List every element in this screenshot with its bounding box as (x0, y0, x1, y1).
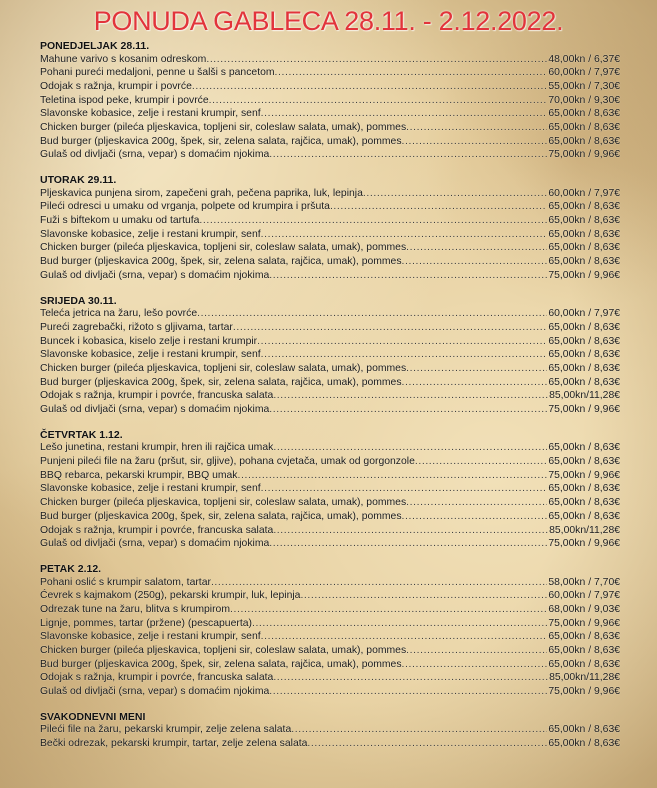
dot-leader (261, 228, 548, 242)
menu-item-name: Pljeskavica punjena sirom, zapečeni grah, pečena paprika, luk, lepinja (40, 187, 363, 199)
menu-item (40, 214, 620, 228)
menu-item (40, 241, 620, 255)
dot-leader (269, 269, 547, 283)
dot-leader (406, 362, 547, 376)
menu-item (40, 685, 620, 699)
dot-leader (273, 671, 548, 685)
menu-item-name: Gulaš od divljači (srna, vepar) s domaćim njokima (40, 404, 270, 415)
dot-leader (209, 94, 548, 108)
menu-item-name: Pileći odresci u umaku od vrganja, polpete od krumpira i pršuta (40, 201, 330, 213)
menu-item (40, 53, 620, 67)
menu-item (40, 403, 620, 417)
menu-item-name: Pohani pureći medaljoni, penne u šalši s pancetom (40, 67, 275, 79)
day-section (40, 563, 620, 699)
menu-item-name: Odojak s ražnja, krumpir i povrće, francuska salata (40, 390, 274, 402)
dot-leader (363, 187, 547, 201)
menu-item-price: 60,00kn / 7,97€ (548, 308, 620, 320)
menu-item (40, 630, 620, 644)
menu-item (40, 135, 620, 149)
dot-leader (192, 80, 547, 94)
menu-item-name: Chicken burger (pileća pljeskavica, topljeni sir, coleslaw salata, umak), pommes (40, 645, 407, 656)
menu-item (40, 121, 620, 135)
menu-item (40, 496, 620, 510)
dot-leader (238, 469, 548, 483)
menu-item-price: 65,00kn / 8,63€ (548, 108, 620, 120)
dot-leader (199, 214, 547, 228)
menu-item-name: Odojak s ražnja, krumpir i povrće, francuska salata (40, 672, 274, 684)
menu-item (40, 589, 620, 603)
menu-item (40, 307, 620, 321)
menu-item-price: 65,00kn / 8,63€ (548, 201, 620, 213)
menu-item (40, 644, 620, 658)
menu-item (40, 469, 620, 483)
dot-leader (261, 107, 548, 121)
menu-item-name: Odojak s ražnja, krumpir i povrće (40, 80, 192, 92)
dot-leader (402, 135, 548, 149)
menu-item (40, 255, 620, 269)
menu-item-name: Odojak s ražnja, krumpir i povrće, francuska salata (40, 524, 274, 536)
menu-item (40, 576, 620, 590)
menu-item-name: Teleća jetrica na žaru, lešo povrće (40, 308, 198, 320)
menu-item-name: Slavonske kobasice, zelje i restani krumpir, senf (40, 108, 261, 120)
dot-leader (206, 53, 547, 67)
menu-item-price: 65,00kn / 8,63€ (548, 497, 620, 509)
menu-item-price: 65,00kn / 8,63€ (548, 645, 620, 656)
menu-item-name: Slavonske kobasice, zelje i restani krumpir, senf (40, 228, 261, 240)
dot-leader (402, 255, 548, 269)
day-heading: PONEDJELJAK 28.11. (40, 40, 150, 52)
dot-leader (269, 685, 547, 699)
dot-leader (402, 510, 548, 524)
menu-item-name: Pileći file na žaru, pekarski krumpir, zelje zelena salata (40, 724, 292, 736)
menu-item-name: Punjeni pileći file na žaru (pršut, sir, gljive), pohana cvjetača, umak od gorgonzole (40, 456, 415, 468)
menu-item (40, 510, 620, 524)
dot-leader (330, 200, 547, 214)
dot-leader (252, 617, 547, 631)
dot-leader (273, 441, 547, 455)
menu-item-name: Bud burger (pljeskavica 200g, špek, sir, zelena salata, rajčica, umak), pommes (40, 256, 402, 268)
menu-item-price: 70,00kn / 9,30€ (548, 94, 620, 106)
menu-item-price: 65,00kn / 8,63€ (548, 483, 620, 495)
menu-item (40, 737, 620, 751)
menu-item-price: 65,00kn / 8,63€ (548, 724, 620, 736)
dot-leader (300, 589, 547, 603)
menu-item-name: Bečki odrezak, pekarski krumpir, tartar, zelje zelena salata (40, 738, 308, 750)
menu-item-price: 65,00kn / 8,63€ (548, 349, 620, 361)
menu-item (40, 269, 620, 283)
menu-item (40, 107, 620, 121)
day-heading: SVAKODNEVNI MENI (40, 710, 146, 723)
menu-item (40, 455, 620, 469)
menu-item-name: Fuži s biftekom u umaku od tartufa (40, 215, 200, 227)
menu-item-price: 85,00kn/11,28€ (549, 390, 620, 402)
day-section (40, 295, 620, 417)
dot-leader (406, 121, 547, 135)
menu-item-price: 75,00kn / 9,96€ (548, 404, 620, 415)
dot-leader (269, 537, 547, 551)
menu-item-price: 85,00kn/11,28€ (549, 524, 620, 536)
menu-item-price: 65,00kn / 8,63€ (548, 135, 620, 147)
day-section (40, 429, 620, 551)
dot-leader (261, 348, 548, 362)
menu-item (40, 228, 620, 242)
menu-item-name: Pureći zagrebački, rižoto s gljivama, tartar (40, 321, 233, 333)
menu-item-name: Chicken burger (pileća pljeskavica, topljeni sir, coleslaw salata, umak), pommes (40, 242, 407, 254)
menu-item-price: 75,00kn / 9,96€ (548, 269, 620, 281)
menu-item-price: 65,00kn / 8,63€ (548, 228, 620, 240)
dot-leader (211, 576, 547, 590)
menu-item-name: Ćevrek s kajmakom (250g), pekarski krumpir, luk, lepinja (40, 590, 301, 602)
menu-item-price: 65,00kn / 8,63€ (548, 658, 620, 670)
dot-leader (406, 496, 547, 510)
dot-leader (273, 524, 548, 538)
dot-leader (197, 307, 547, 321)
day-heading: SRIJEDA 30.11. (40, 294, 117, 307)
menu-item-price: 75,00kn / 9,96€ (548, 469, 620, 481)
menu-item (40, 658, 620, 672)
menu-item-price: 75,00kn / 9,96€ (548, 149, 620, 161)
menu-item-price: 60,00kn / 7,97€ (548, 590, 620, 602)
dot-leader (269, 403, 547, 417)
menu-item (40, 376, 620, 390)
menu-item-price: 65,00kn / 8,63€ (548, 335, 620, 347)
dot-leader (275, 66, 548, 80)
menu-item-price: 75,00kn / 9,96€ (548, 686, 620, 698)
menu-item (40, 389, 620, 403)
menu-item (40, 94, 620, 108)
menu-item-price: 65,00kn / 8,63€ (548, 242, 620, 254)
menu-item-price: 65,00kn / 8,63€ (548, 376, 620, 388)
menu-item-price: 65,00kn / 8,63€ (548, 362, 620, 374)
dot-leader (291, 723, 547, 737)
dot-leader (402, 658, 548, 672)
menu-item-name: Teletina ispod peke, krumpir i povrće (40, 94, 209, 106)
menu-item-price: 55,00kn / 7,30€ (548, 80, 620, 92)
menu-item-name: Gulaš od divljači (srna, vepar) s domaćim njokima (40, 686, 270, 698)
menu-item (40, 66, 620, 80)
menu-item-price: 65,00kn / 8,63€ (548, 456, 620, 468)
menu-item (40, 524, 620, 538)
menu-item (40, 335, 620, 349)
menu-item-name: Lignje, pommes, tartar (pržene) (pescapuerta) (40, 617, 252, 629)
menu-item-price: 65,00kn / 8,63€ (548, 121, 620, 133)
menu-item-price: 85,00kn/11,28€ (549, 672, 620, 684)
menu-item-price: 75,00kn / 9,96€ (548, 538, 620, 550)
menu-item-name: Chicken burger (pileća pljeskavica, topljeni sir, coleslaw salata, umak), pommes (40, 362, 407, 374)
menu-item (40, 348, 620, 362)
menu-item (40, 617, 620, 631)
menu-item-price: 65,00kn / 8,63€ (548, 510, 620, 522)
menu-item-name: Chicken burger (pileća pljeskavica, topljeni sir, coleslaw salata, umak), pommes (40, 497, 407, 509)
dot-leader (273, 389, 548, 403)
menu-item-name: Lešo junetina, restani krumpir, hren ili rajčica umak (40, 442, 274, 454)
menu-item-price: 65,00kn / 8,63€ (548, 442, 620, 454)
dot-leader (269, 148, 547, 162)
day-heading: PETAK 2.12. (40, 563, 102, 576)
menu-item-name: Gulaš od divljači (srna, vepar) s domaćim njokima (40, 538, 270, 550)
dot-leader (261, 630, 548, 644)
menu-item-name: Buncek i kobasica, kiselo zelje i restani krumpir (40, 335, 258, 347)
dot-leader (402, 376, 548, 390)
menu-item-name: Bud burger (pljeskavica 200g, špek, sir, zelena salata, rajčica, umak), pommes (40, 658, 402, 670)
menu-item-price: 60,00kn / 7,97€ (548, 67, 620, 79)
dot-leader (230, 603, 547, 617)
dot-leader (406, 241, 547, 255)
menu-item-name: Chicken burger (pileća pljeskavica, topljeni sir, coleslaw salata, umak), pommes (40, 121, 407, 133)
day-section (40, 40, 620, 162)
dot-leader (233, 321, 547, 335)
menu-item-price: 65,00kn / 8,63€ (548, 321, 620, 333)
day-heading: ČETVRTAK 1.12. (40, 428, 123, 441)
menu-item-name: Slavonske kobasice, zelje i restani krumpir, senf (40, 483, 261, 495)
menu-item (40, 321, 620, 335)
dot-leader (261, 482, 548, 496)
menu-item-price: 65,00kn / 8,63€ (548, 631, 620, 643)
menu-item (40, 603, 620, 617)
day-heading: UTORAK 29.11. (40, 174, 117, 187)
menu-item-name: Bud burger (pljeskavica 200g, špek, sir, zelena salata, rajčica, umak), pommes (40, 135, 402, 147)
page-title: PONUDA GABLECA 28.11. - 2.12.2022. (93, 6, 564, 36)
menu-item-name: Bud burger (pljeskavica 200g, špek, sir, zelena salata, rajčica, umak), pommes (40, 510, 402, 522)
menu-item-price: 58,00kn / 7,70€ (548, 576, 620, 588)
menu-item-name: Bud burger (pljeskavica 200g, špek, sir, zelena salata, rajčica, umak), pommes (40, 376, 402, 388)
menu-item-price: 60,00kn / 7,97€ (548, 187, 620, 199)
menu-item-name: Slavonske kobasice, zelje i restani krumpir, senf (40, 631, 261, 643)
menu-item-name: Gulaš od divljači (srna, vepar) s domaćim njokima (40, 269, 270, 281)
menu-item-name: Slavonske kobasice, zelje i restani krumpir, senf (40, 349, 261, 361)
dot-leader (415, 455, 548, 469)
menu-item (40, 671, 620, 685)
menu-list (40, 40, 620, 763)
dot-leader (257, 335, 547, 349)
menu-item (40, 80, 620, 94)
menu-item-price: 65,00kn / 8,63€ (548, 215, 620, 227)
menu-item (40, 362, 620, 376)
menu-item-name: BBQ rebarca, pekarski krumpir, BBQ umak (40, 469, 238, 481)
menu-item (40, 441, 620, 455)
menu-item (40, 148, 620, 162)
menu-item (40, 187, 620, 201)
menu-item (40, 482, 620, 496)
day-section (40, 174, 620, 282)
menu-item (40, 723, 620, 737)
menu-item-price: 65,00kn / 8,63€ (548, 738, 620, 750)
menu-item-price: 68,00kn / 9,03€ (548, 603, 620, 615)
day-section (40, 711, 620, 751)
menu-item (40, 537, 620, 551)
dot-leader (406, 644, 547, 658)
menu-item (40, 200, 620, 214)
menu-item-name: Gulaš od divljači (srna, vepar) s domaćim njokima (40, 149, 270, 161)
menu-item-name: Odrezak tune na žaru, blitva s krumpirom (40, 603, 230, 615)
dot-leader (307, 737, 547, 751)
menu-item-price: 75,00kn / 9,96€ (548, 617, 620, 629)
menu-item-name: Mahune varivo s kosanim odreskom (40, 53, 207, 65)
menu-item-price: 48,00kn / 6,37€ (548, 53, 620, 65)
menu-item-price: 65,00kn / 8,63€ (548, 256, 620, 268)
menu-item-name: Pohani oslić s krumpir salatom, tartar (40, 576, 211, 588)
